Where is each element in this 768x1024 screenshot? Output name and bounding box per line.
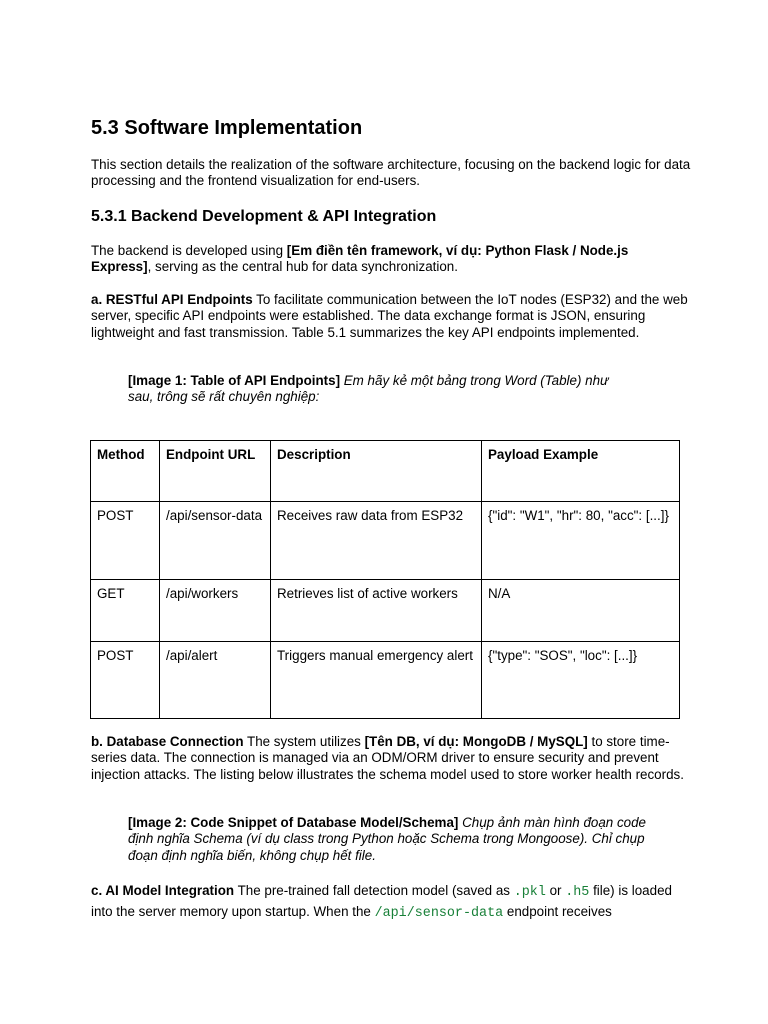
database-title: b. Database Connection — [91, 734, 244, 749]
image1-caption: [Image 1: Table of API Endpoints] — [128, 373, 341, 388]
cell-endpoint: /api/sensor-data — [160, 502, 271, 580]
header-description: Description — [271, 441, 482, 502]
image1-instruction: Em hãy kẻ một bảng trong Word (Table) như sau, trông sẽ rất chuyên nghiệp: — [128, 373, 609, 405]
cell-description: Triggers manual emergency alert — [271, 642, 482, 719]
table-row — [91, 580, 680, 642]
intro-paragraph: This section details the realization of the software architecture, focusing on the backend logic for data processing and the frontend visualization for end-users. — [91, 157, 691, 189]
cell-method: GET — [91, 580, 160, 642]
table-row — [91, 502, 680, 580]
cell-payload: {"type": "SOS", "loc": [...]} — [482, 642, 680, 719]
pkl-code: .pkl — [513, 885, 546, 900]
header-endpoint-url: Endpoint URL — [160, 441, 271, 502]
database-paragraph — [91, 734, 691, 783]
database-text-1: The system utilizes — [243, 734, 365, 749]
api-endpoints-body: To facilitate communication between the IoT nodes (ESP32) and the web server, specific API endpoints were established. The data exchange format is JSON, ensuring lightweight and fast transmission. Table 5.1 summarizes the key API endpoints implemented. — [91, 292, 688, 340]
cell-method: POST — [91, 502, 160, 580]
ai-model-text-1: The pre-trained fall detection model (saved as — [234, 883, 514, 898]
header-method: Method — [91, 441, 160, 502]
api-endpoints-title: a. RESTful API Endpoints — [91, 292, 253, 307]
cell-description: Retrieves list of active workers — [271, 580, 482, 642]
section-heading: 5.3 Software Implementation — [91, 117, 363, 139]
cell-endpoint: /api/workers — [160, 580, 271, 642]
ai-model-paragraph — [91, 881, 691, 923]
image2-note — [128, 815, 648, 864]
image2-instruction: Chụp ảnh màn hình đoạn code định nghĩa Schema (ví dụ class trong Python hoặc Schema trong Mongoose). Chỉ chụp đoạn định nghĩa biến, không chụp hết file. — [128, 815, 646, 863]
cell-method: POST — [91, 642, 160, 719]
ai-model-text-3: file) is loaded into the server memory upon startup. When the — [91, 883, 672, 919]
ai-model-text-2: or — [545, 883, 566, 898]
backend-text-pre: The backend is developed using — [91, 243, 287, 258]
backend-paragraph — [91, 243, 691, 276]
database-name-placeholder: [Tên DB, ví dụ: MongoDB / MySQL] — [364, 734, 588, 749]
cell-description: Receives raw data from ESP32 — [271, 502, 482, 580]
table-row — [91, 642, 680, 719]
ai-model-title: c. AI Model Integration — [91, 883, 235, 898]
api-endpoints-paragraph — [91, 292, 691, 341]
cell-payload: {"id": "W1", "hr": 80, "acc": [...]} — [482, 502, 680, 580]
image1-note — [128, 373, 633, 406]
header-payload-example: Payload Example — [482, 441, 680, 502]
cell-endpoint: /api/alert — [160, 642, 271, 719]
ai-model-text-4: endpoint receives — [503, 904, 612, 919]
table-header-row — [91, 441, 680, 502]
sensor-endpoint-code: /api/sensor-data — [374, 906, 504, 921]
backend-text-post: , serving as the central hub for data synchronization. — [147, 259, 458, 275]
database-text-2: to store time-series data. The connection is managed via an ODM/ORM driver to ensure security and prevent injection attacks. The listing below illustrates the schema model used to store worker health records. — [91, 734, 684, 782]
subsection-heading: 5.3.1 Backend Development & API Integration — [91, 208, 437, 225]
api-endpoints-table — [90, 440, 680, 719]
h5-code: .h5 — [565, 885, 590, 900]
backend-framework-placeholder: [Em điền tên framework, ví dụ: Python Flask / Node.js Express] — [91, 243, 629, 275]
cell-payload: N/A — [482, 580, 680, 642]
image2-caption: [Image 2: Code Snippet of Database Model/Schema] — [128, 815, 459, 830]
